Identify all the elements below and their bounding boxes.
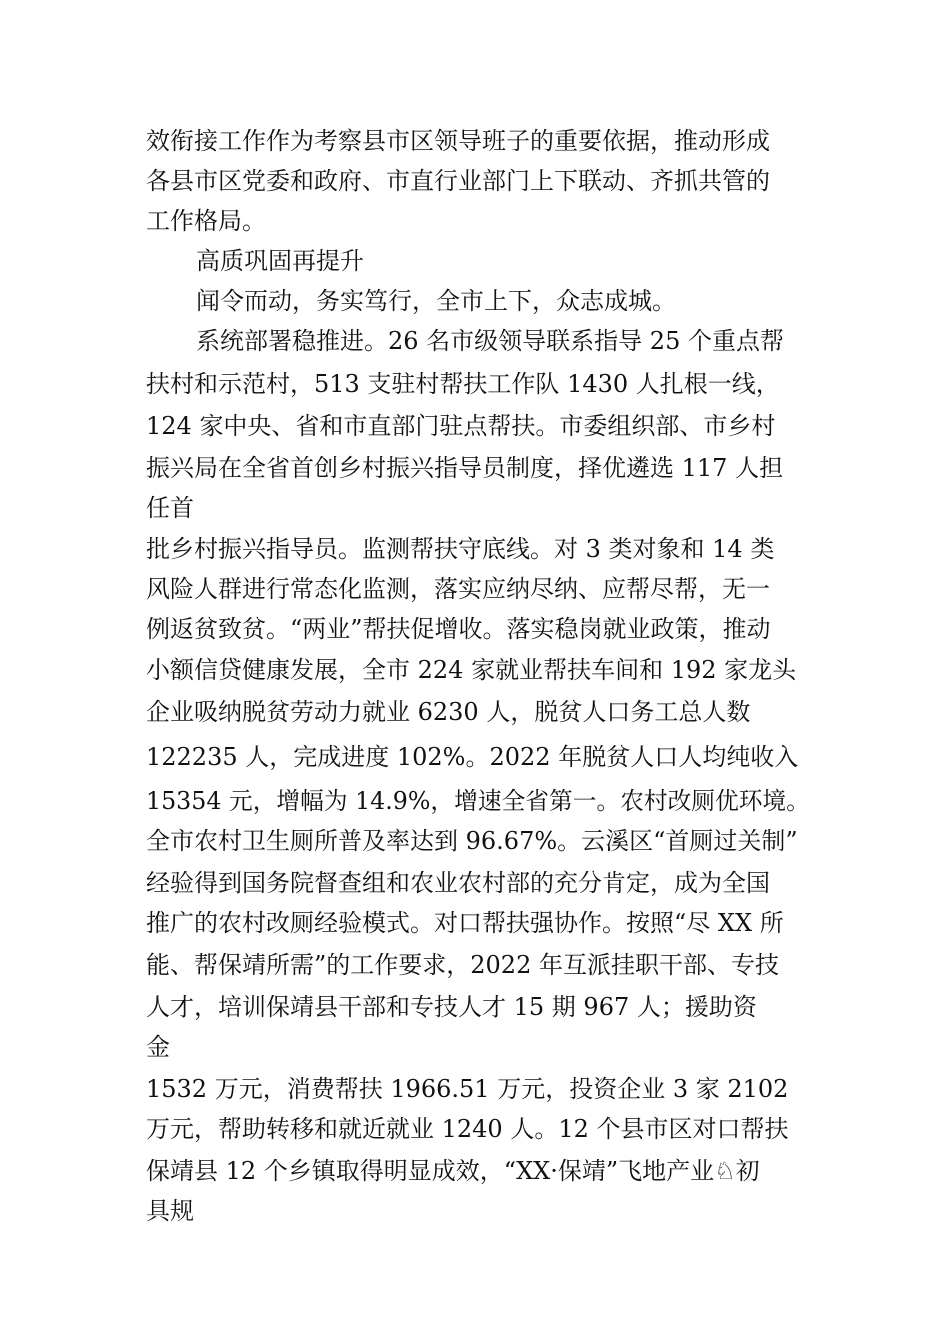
- paragraph-line: 全市农村卫生厕所普及率达到 96.67%。云溪区“首厕过关制”: [146, 827, 798, 855]
- paragraph-line: 经验得到国务院督查组和农业农村部的充分肯定，成为全国: [146, 869, 770, 897]
- paragraph-line: 批乡村振兴指导员。监测帮扶守底线。对 3 类对象和 14 类: [146, 535, 775, 563]
- paragraph-line: 15354 元，增幅为 14.9%，增速全省第一。农村改厕优环境。: [146, 787, 810, 815]
- paragraph-line: 振兴局在全省首创乡村振兴指导员制度，择优遴选 117 人担: [146, 454, 784, 482]
- paragraph-line: 扶村和示范村，513 支驻村帮扶工作队 1430 人扎根一线，: [146, 370, 780, 398]
- paragraph-line: 闻令而动，务实笃行，全市上下，众志成城。: [196, 287, 676, 315]
- paragraph-line: 各县市区党委和政府、市直行业部门上下联动、齐抓共管的: [146, 167, 770, 195]
- paragraph-line: 企业吸纳脱贫劳动力就业 6230 人，脱贫人口务工总人数: [146, 698, 751, 726]
- paragraph-line: 保靖县 12 个乡镇取得明显成效，“XX·保靖”飞地产业♘初: [146, 1157, 760, 1185]
- paragraph-line: 风险人群进行常态化监测，落实应纳尽纳、应帮尽帮，无一: [146, 575, 770, 603]
- section-heading: 高质巩固再提升: [196, 247, 364, 275]
- paragraph-line: 万元，帮助转移和就近就业 1240 人。12 个县市区对口帮扶: [146, 1115, 789, 1143]
- paragraph-line: 122235 人，完成进度 102%。2022 年脱贫人口人均纯收入: [146, 743, 799, 771]
- paragraph-line: 系统部署稳推进。26 名市级领导联系指导 25 个重点帮: [196, 327, 784, 355]
- paragraph-line: 小额信贷健康发展，全市 224 家就业帮扶车间和 192 家龙头: [146, 656, 797, 684]
- paragraph-line: 能、帮保靖所需”的工作要求，2022 年互派挂职干部、专技: [146, 951, 779, 979]
- paragraph-line: 任首: [146, 494, 194, 522]
- paragraph-line: 人才，培训保靖县干部和专技人才 15 期 967 人；援助资: [146, 993, 757, 1021]
- paragraph-line: 效衔接工作作为考察县市区领导班子的重要依据，推动形成: [146, 127, 770, 155]
- paragraph-line: 1532 万元，消费帮扶 1966.51 万元，投资企业 3 家 2102: [146, 1075, 789, 1103]
- paragraph-line: 例返贫致贫。“两业”帮扶促增收。落实稳岗就业政策，推动: [146, 615, 771, 643]
- paragraph-line: 推广的农村改厕经验模式。对口帮扶强协作。按照“尽 XX 所: [146, 909, 784, 937]
- paragraph-line: 金: [146, 1033, 170, 1061]
- paragraph-line: 工作格局。: [146, 207, 266, 235]
- paragraph-line: 具规: [146, 1197, 194, 1225]
- paragraph-line: 124 家中央、省和市直部门驻点帮扶。市委组织部、市乡村: [146, 412, 776, 440]
